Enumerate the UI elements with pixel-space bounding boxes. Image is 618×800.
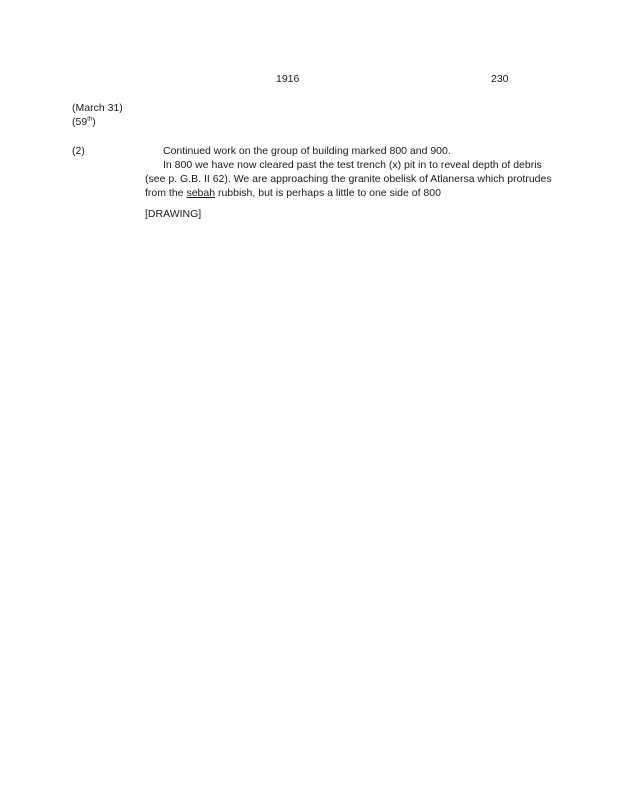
- body-line-3: (see p. G.B. II 62). We are approaching the granite obelisk of Atlanersa which protrudes: [145, 173, 552, 185]
- underlined-term: sebah: [186, 187, 216, 199]
- body-line-2: In 800 we have now cleared past the test trench (x) pit in to reveal depth of debris: [163, 159, 542, 171]
- body-line-1: Continued work on the group of building marked 800 and 900.: [163, 145, 451, 157]
- entry-number: (2): [72, 145, 85, 157]
- year-heading: 1916: [276, 73, 300, 85]
- entry-body: [145, 144, 552, 200]
- day-number: 59: [75, 116, 88, 128]
- day-suffix: th: [87, 116, 93, 123]
- page-number: 230: [491, 73, 509, 85]
- body-line-4-end: rubbish, but is perhaps a little to one side of 800: [215, 187, 441, 199]
- entry-date: (March 31): [72, 102, 123, 114]
- entry-day-number: (59th): [72, 116, 96, 128]
- drawing-placeholder: [DRAWING]: [145, 208, 202, 220]
- body-line-4: [145, 186, 535, 200]
- body-line-4-start: from the: [145, 187, 187, 199]
